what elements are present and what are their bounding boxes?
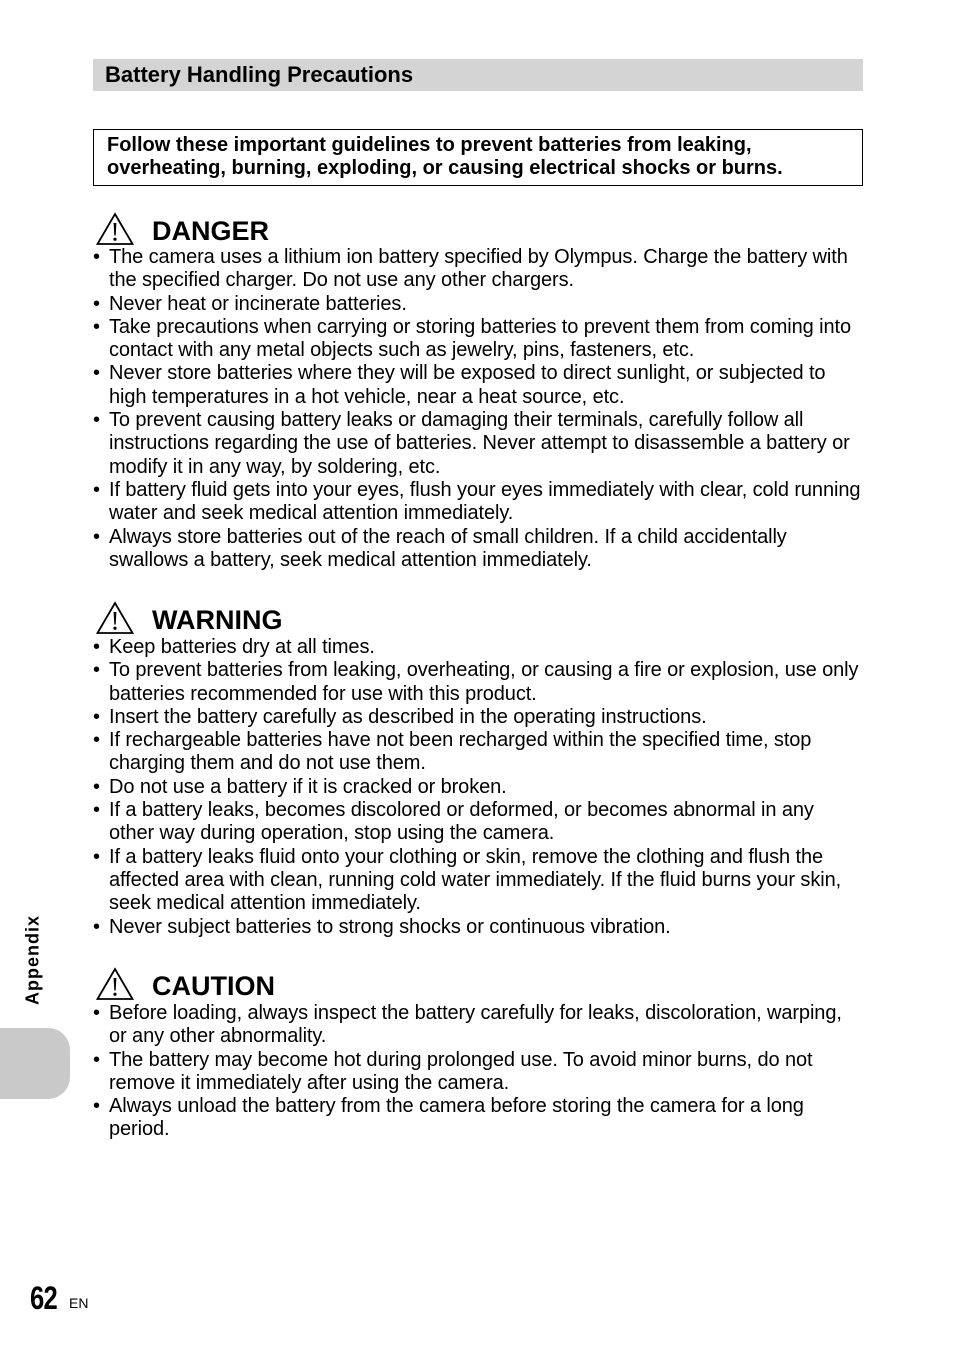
- list-item: • Take precautions when carrying or storing batteries to prevent them from coming into contact with any metal objects such as jewelry, pins, fasteners, etc.: [93, 315, 851, 362]
- list-item: • If a battery leaks, becomes discolored or deformed, or becomes abnormal in any other way during operation, stop using the camera.: [93, 799, 814, 845]
- danger-title: DANGER: [152, 216, 270, 246]
- list-item: • Never store batteries where they will be exposed to direct sunlight, or subjected to high temperatures in a hot vehicle, near a heat source, etc.: [93, 362, 826, 408]
- list-item: • Never subject batteries to strong shocks or continuous vibration.: [93, 915, 671, 938]
- language-code: EN: [69, 1295, 89, 1311]
- list-item: • Before loading, always inspect the battery carefully for leaks, discoloration, warping, or any other abnormality.: [93, 1002, 842, 1048]
- list-item: • To prevent batteries from leaking, overheating, or causing a fire or explosion, use only batteries recommended for use with this product.: [93, 659, 859, 705]
- list-item: • Keep batteries dry at all times.: [93, 636, 375, 658]
- warning-title: WARNING: [152, 605, 283, 635]
- warning-triangle-icon: [96, 212, 134, 246]
- warning-heading: [96, 595, 283, 635]
- caution-heading: [96, 961, 275, 1001]
- list-item: • Never heat or incinerate batteries.: [93, 292, 407, 315]
- section-title-bar: [93, 59, 863, 91]
- list-item: • The battery may become hot during prolonged use. To avoid minor burns, do not remove it immediately after using the camera.: [93, 1048, 813, 1094]
- warning-list: [92, 636, 864, 939]
- list-item: • Do not use a battery if it is cracked or broken.: [93, 775, 507, 798]
- list-item: • Insert the battery carefully as described in the operating instructions.: [93, 705, 707, 728]
- section-title: Battery Handling Precautions: [105, 62, 414, 87]
- list-item: • If battery fluid gets into your eyes, flush your eyes immediately with clear, cold running water and seek medical attention immediately.: [93, 478, 861, 525]
- caution-list: [92, 1002, 864, 1142]
- list-item: • Always store batteries out of the reach of small children. If a child accidentally swallows a battery, seek medical attention immediately.: [93, 525, 787, 571]
- appendix-tab-label: Appendix: [22, 914, 43, 1006]
- list-item: • The camera uses a lithium ion battery specified by Olympus. Charge the battery with the specified charger. Do not use any other chargers.: [93, 246, 848, 292]
- danger-list: [92, 246, 864, 572]
- list-item: • Always unload the battery from the camera before storing the camera for a long period.: [93, 1095, 804, 1141]
- appendix-tab: [0, 1028, 70, 1099]
- page-number: 62: [30, 1280, 57, 1316]
- warning-triangle-icon: [96, 967, 134, 1001]
- intro-text: Follow these important guidelines to prevent batteries from leaking, overheating, burning, exploding, or causing electrical shocks or burns.: [107, 134, 783, 179]
- warning-triangle-icon: [96, 601, 134, 635]
- list-item: • If a battery leaks fluid onto your clothing or skin, remove the clothing and flush the affected area with clean, running cold water immediately. If the fluid burns your skin, seek medical attention immediately.: [93, 845, 842, 915]
- caution-title: CAUTION: [152, 971, 275, 1001]
- list-item: • To prevent causing battery leaks or damaging their terminals, carefully follow all instructions regarding the use of batteries. Never attempt to disassemble a battery or modify it in any way, by soldering, etc.: [93, 409, 850, 478]
- list-item: • If rechargeable batteries have not been recharged within the specified time, stop charging them and do not use them.: [93, 729, 812, 775]
- intro-box: [93, 129, 863, 186]
- danger-heading: [96, 206, 269, 246]
